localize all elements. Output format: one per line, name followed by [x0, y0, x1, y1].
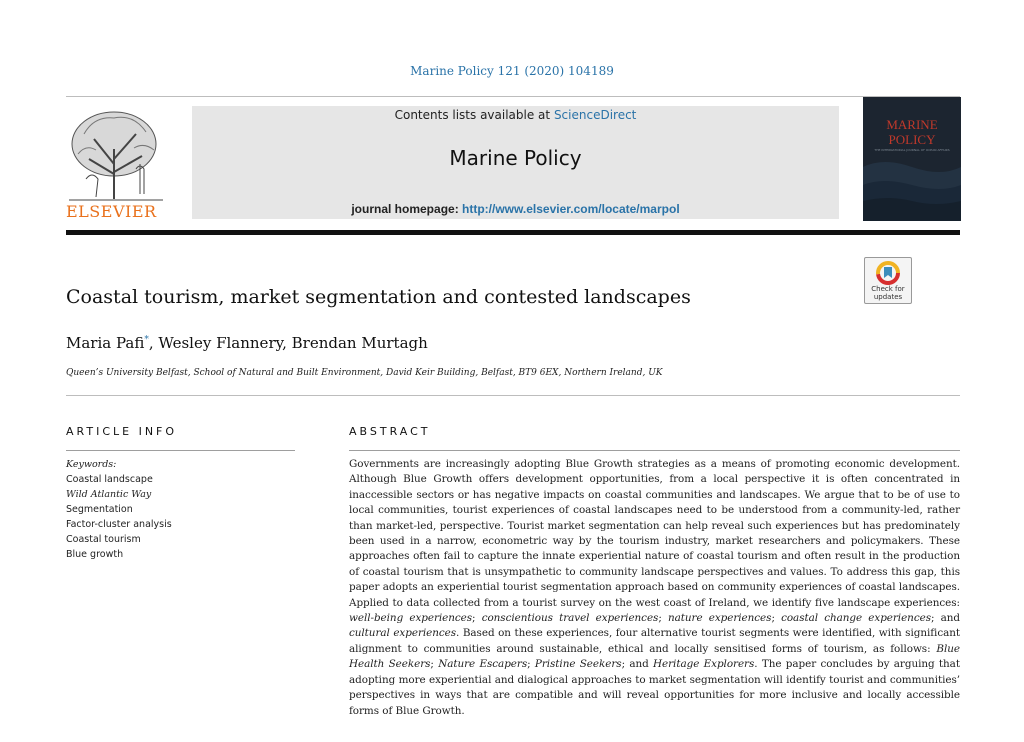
check-updates-line1: Check for [871, 285, 905, 293]
experience-term: well-being experiences [349, 612, 473, 625]
corresponding-author-mark[interactable]: * [144, 335, 149, 345]
cover-title-line1: MARINE [886, 117, 938, 132]
contents-prefix: Contents lists available at [394, 108, 554, 122]
abstract-part: . The paper concludes by arguing that adopting more experiential and dialogical approaches to market segmentation will identify tourist and communities’ perspectives in ways that are compatible and will reveal opportunities for more inclusive and locally accessible forms of Blue Growth. [349, 658, 960, 717]
cover-subtitle: THE INTERNATIONAL JOURNAL OF OCEAN AFFAIRS [874, 148, 950, 152]
elsevier-wordmark: ELSEVIER [66, 202, 157, 221]
segment-term: Heritage Explorers [653, 658, 755, 671]
check-updates-line2: updates [873, 293, 903, 301]
segment-term: Nature Escapers [438, 658, 528, 671]
keywords-label: Keywords: [66, 459, 117, 470]
homepage-prefix: journal homepage: [351, 202, 463, 216]
keyword: Factor-cluster analysis [66, 519, 172, 530]
abstract-heading: ABSTRACT [349, 425, 431, 438]
experience-term: cultural experiences [349, 627, 457, 640]
keyword: Coastal tourism [66, 534, 141, 545]
cover-title-line2: POLICY [888, 132, 936, 147]
experience-term: conscientious travel experiences [481, 612, 659, 625]
masthead-bottom-rule [66, 230, 960, 235]
abstract-part: Governments are increasingly adopting Blue Growth strategies as a means of promoting economic development. Although Blue Growth offers development opportunities, from a local perspective it is often concentrated in inaccessible sectors or has negative impacts on coastal communities and landscapes. We argue that to be of use to local communities, tourist experiences of coastal landscapes need to be understood from a community-led, rather than market-led, perspective. Tourist market segmentation can help reveal such experiences but has predominately been used in a narrow, econometric way by the tourism industry, market researchers and policymakers. These approaches often fail to capture the innate experiential nature of coastal tourism and often result in the production of coastal tourism that is unsympathetic to community landscape perspectives and values. To address this gap, this paper adopts an experiential tourist segmentation approach based on community experiences of coastal landscapes. Applied to data collected from a tourist survey on the west coast of Ireland, we identify five landscape experiences: [349, 458, 960, 609]
cover-title [863, 117, 961, 147]
article-info-rule [66, 450, 295, 451]
keyword: Blue growth [66, 549, 124, 560]
keyword: Segmentation [66, 504, 133, 515]
cover-waves-graphic [863, 97, 961, 221]
keyword: Wild Atlantic Way [66, 489, 152, 500]
keyword: Coastal landscape [66, 474, 153, 485]
abstract-rule [349, 450, 960, 451]
check-updates-icon [876, 261, 900, 285]
author-affiliation: Queen’s University Belfast, School of Natural and Built Environment, David Keir Building, Belfast, BT9 6EX, Northern Ireland, UK [66, 368, 663, 378]
author-name[interactable]: Brendan Murtagh [291, 334, 428, 352]
check-updates-label [865, 285, 911, 301]
abstract-part: . Based on these experiences, four alternative tourist segments were identified, with significant alignment to communities around sustainable, ethical and locally sensitised forms of tourism, as follows: [349, 627, 960, 655]
experience-term: coastal change experiences [781, 612, 931, 625]
keywords-list [66, 457, 172, 562]
homepage-link[interactable]: http://www.elsevier.com/locate/marpol [462, 202, 680, 216]
segment-term: Pristine Seekers [534, 658, 622, 671]
experience-term: nature experiences [667, 612, 772, 625]
contents-line [192, 108, 839, 122]
title-divider [66, 395, 960, 396]
author-name[interactable]: Wesley Flannery [158, 334, 283, 352]
header-divider [66, 96, 960, 97]
article-title: Coastal tourism, market segmentation and contested landscapes [66, 286, 691, 308]
journal-citation[interactable]: Marine Policy 121 (2020) 104189 [410, 64, 614, 78]
article-info-heading: ARTICLE INFO [66, 425, 178, 438]
author-name[interactable]: Maria Pafi [66, 334, 145, 352]
journal-title[interactable]: Marine Policy [449, 146, 582, 170]
author-list: Maria Pafi*, Wesley Flannery, Brendan Murtagh [66, 334, 428, 352]
homepage-line [192, 202, 839, 216]
segment-term: Blue Health Seekers [349, 642, 960, 671]
journal-cover-image[interactable] [863, 97, 961, 221]
sciencedirect-link[interactable]: ScienceDirect [553, 108, 637, 122]
abstract-text: Governments are increasingly adopting Blue Growth strategies as a means of promoting economic development. Although Blue Growth offers development opportunities, from a local perspective it is often concentrated in inaccessible sectors or has negative impacts on coastal communities and landscapes. We argue that to be of use to local communities, tourist experiences of coastal landscapes need to be understood from a community-led, rather than market-led, perspective. Tourist market segmentation can help reveal such experiences but has predominately been used in a narrow, econometric way by the tourism industry, market researchers and policymakers. These approaches often fail to capture the innate experiential nature of coastal tourism and often result in the production of coastal tourism that is unsympathetic to community landscape perspectives and values. To address this gap, this paper adopts an experiential tourist segmentation approach based on community experiences of coastal landscapes. Applied to data collected from a tourist survey on the west coast of Ireland, we identify five landscape experiences: well-being experiences; conscientious travel experiences; nature experiences; coastal change experiences; and cultural experiences. Based on these experiences, four alternative tourist segments were identified, with significant alignment to communities around sustainable, ethical and locally sensitised forms of tourism, as follows: Blue Health Seekers; Nature Escapers; Pristine Seekers; and Heritage Explorers. The paper concludes by arguing that adopting more experiential and dialogical approaches to market segmentation will identify tourist and communities’ perspectives in ways that are compatible and will reveal opportunities for more inclusive and locally accessible forms of Blue Growth. [349, 458, 961, 717]
